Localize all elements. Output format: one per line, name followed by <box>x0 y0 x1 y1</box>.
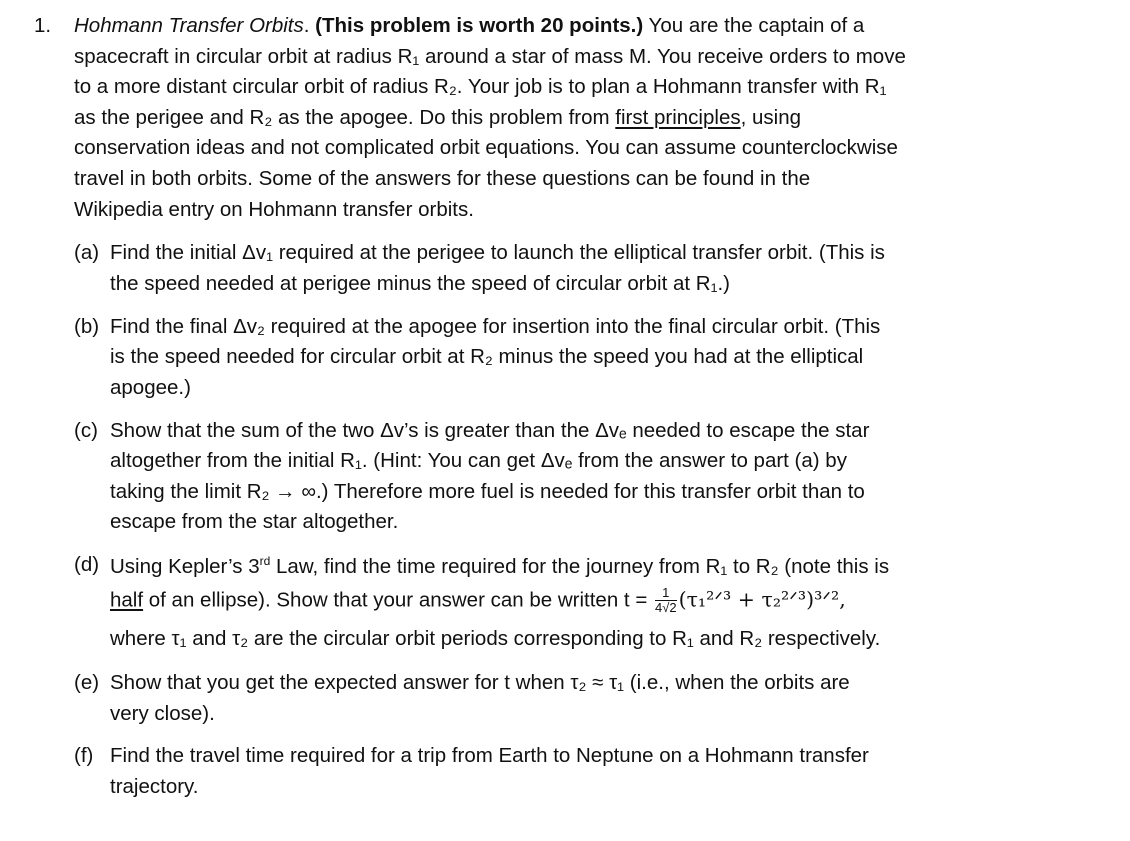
part-a-line: Find the initial Δv₁ required at the perigee to launch the elliptical transfer orbit. (This is <box>110 241 885 264</box>
intro-line <box>74 108 801 129</box>
part-c-line: escape from the star altogether. <box>110 510 399 533</box>
part-e-label: (e) <box>74 671 100 694</box>
part-c-line: Show that the sum of the two Δv’s is greater than the Δvₑ needed to escape the star <box>110 419 870 442</box>
intro-line: You are the captain of a <box>648 14 865 37</box>
problem-heading: Hohmann Transfer Orbits. (This problem is worth 20 points.) You are the captain of a <box>74 14 865 37</box>
points-note: (This problem is worth 20 points.) <box>315 14 644 37</box>
intro-line: travel in both orbits. Some of the answers for these questions can be found in the <box>74 167 811 190</box>
intro-line: to a more distant circular orbit of radius R₂. Your job is to plan a Hohmann transfer with R₁ <box>74 75 887 98</box>
ordinal-superscript: rd <box>259 554 271 568</box>
part-c-line: taking the limit R₂ → ∞.) Therefore more fuel is needed for this transfer orbit than to <box>110 480 865 503</box>
part-c-label: (c) <box>74 419 98 442</box>
part-d-label: (d) <box>74 553 100 576</box>
fraction-numerator: 1 <box>655 586 677 601</box>
part-e-line: Show that you get the expected answer for t when τ₂ ≈ τ₁ (i.e., when the orbits are <box>110 671 850 694</box>
problem-title: Hohmann Transfer Orbits <box>74 14 304 37</box>
part-b-line: apogee.) <box>110 376 191 399</box>
part-d-text: Using Kepler’s 3 <box>110 554 260 578</box>
intro-line: Wikipedia entry on Hohmann transfer orbits. <box>74 198 474 221</box>
part-a-label: (a) <box>74 241 100 264</box>
part-d-line <box>110 555 889 577</box>
intro-text: as the perigee and R₂ as the apogee. Do this problem from <box>74 106 616 129</box>
part-c-line: altogether from the initial R₁. (Hint: You can get Δvₑ from the answer to part (a) by <box>110 449 847 472</box>
intro-line: spacecraft in circular orbit at radius R₁ around a star of mass M. You receive orders to move <box>74 45 906 68</box>
part-d-text: of an ellipse). Show that your answer can be written t = <box>143 588 653 612</box>
problem-number: 1. <box>34 14 52 37</box>
part-b-label: (b) <box>74 315 100 338</box>
part-b-line: is the speed needed for circular orbit at R₂ minus the speed you had at the elliptical <box>110 345 864 368</box>
part-b-line: Find the final Δv₂ required at the apogee for insertion into the final circular orbit. (This <box>110 315 881 338</box>
first-principles-link: first principles <box>615 106 741 129</box>
part-e-line: very close). <box>110 702 215 725</box>
part-a-line: the speed needed at perigee minus the speed of circular orbit at R₁.) <box>110 272 731 295</box>
intro-text: , using <box>740 106 801 129</box>
part-d-line: where τ₁ and τ₂ are the circular orbit periods corresponding to R₁ and R₂ respectively. <box>110 627 881 650</box>
part-d-text: Law, find the time required for the journey from R₁ to R₂ (note this is <box>270 554 890 578</box>
part-f-line: trajectory. <box>110 775 199 798</box>
half-link: half <box>110 588 144 612</box>
part-f-label: (f) <box>74 744 94 767</box>
fraction-denominator: 4√2 <box>654 600 677 616</box>
intro-line: conservation ideas and not complicated orbit equations. You can assume counterclockwise <box>74 136 898 159</box>
formula: (τ₁²ᐟ³ + τ₂²ᐟ³)³ᐟ², <box>678 587 846 612</box>
fraction <box>655 586 677 616</box>
part-f-line: Find the travel time required for a trip from Earth to Neptune on a Hohmann transfer <box>110 744 869 767</box>
part-d-line <box>110 586 846 616</box>
